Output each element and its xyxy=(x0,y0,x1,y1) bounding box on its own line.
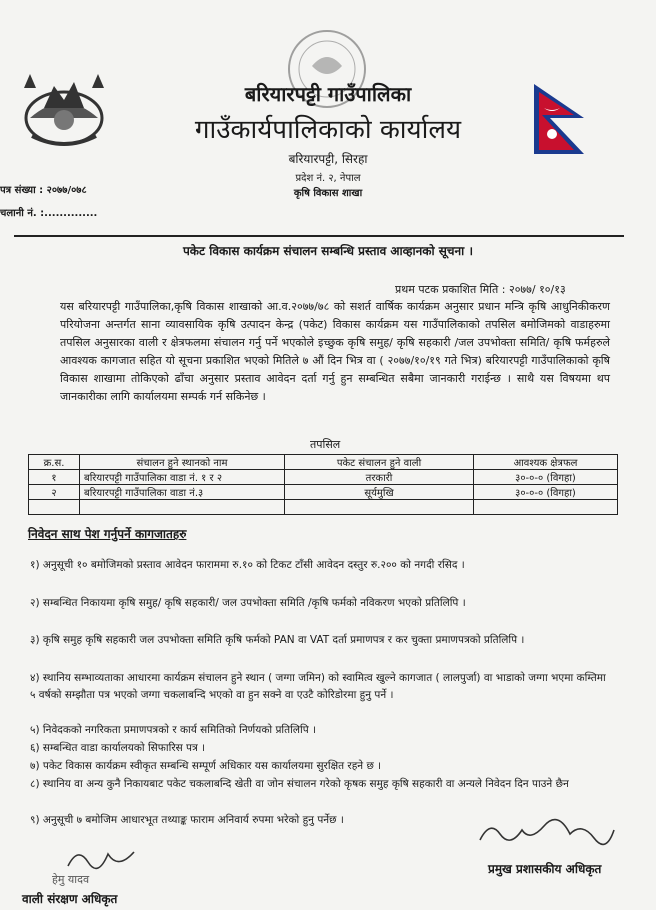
signatory-role-left: वाली संरक्षण अधिकृत xyxy=(22,892,118,906)
table-cell xyxy=(285,500,474,515)
published-date: प्रथम पटक प्रकाशित मिति : २०७७/ १०/१३ xyxy=(395,283,566,296)
table-cell: तरकारी xyxy=(285,470,474,485)
notice-title: पकेट विकास कार्यक्रम संचालन सम्बन्धि प्रस्ताव आव्हानको सूचना । xyxy=(182,244,474,258)
signatory-name-left: हेमु यादव xyxy=(52,873,90,886)
list-item: ६) सम्बन्धित वाडा कार्यालयको सिफारिस पत्र । xyxy=(30,742,206,754)
table-row xyxy=(29,470,618,485)
table-header: पकेट संचालन हुने वाली xyxy=(285,455,474,470)
tapsil-title: तपसिल xyxy=(310,438,341,451)
table-cell xyxy=(80,500,285,515)
letter-number: पत्र संख्या : २०७७/०७८ xyxy=(0,185,87,196)
table-header: क्र.स. xyxy=(29,455,80,470)
list-item: १) अनुसूची १० बमोजिमको प्रस्ताव आवेदन फाराममा रु.१० को टिकट टाँसी आवेदन दस्तुर रु.२०० को नगदी रसिद । xyxy=(30,559,465,571)
list-item: ९) अनुसूची ७ बमोजिम आधारभूत तथ्याङ्क फाराम अनिवार्य रुपमा भरेको हुनु पर्नेछ । xyxy=(30,814,344,826)
list-item: ४) स्थानिय सम्भाव्यताका आधारमा कार्यक्रम संचालन हुने स्थान ( जग्गा जमिन) को स्वामित्व खुल्ने कागजात ( लालपुर्जा) वा भाडाको जग्गा भएमा कम्तिमा ५ वर्षको सम्झौता पत्र भएको जग्गा चकलाबन्दि भएको वा हुन सक्ने वा एउटै कोरिडोरमा हुनु पर्ने । xyxy=(30,672,606,701)
table-cell xyxy=(29,500,80,515)
municipality-name: बरियारपट्टी गाउँपालिका xyxy=(244,82,412,106)
table-cell: ३०-०-० (विगहा) xyxy=(474,485,618,500)
table-header: संचालन हुने स्थानको नाम xyxy=(80,455,285,470)
section-name: कृषि विकास शाखा xyxy=(293,188,363,199)
address-line-2: प्रदेश नं. २, नेपाल xyxy=(295,173,361,184)
table-cell: २ xyxy=(29,485,80,500)
table-header-row xyxy=(29,455,618,470)
table-header: आवश्यक क्षेत्रफल xyxy=(474,455,618,470)
dispatch-number: चलानी नं. :.............. xyxy=(0,208,98,219)
address-line-1: बरियारपट्टी, सिरहा xyxy=(288,152,368,166)
table-cell: बरियारपट्टी गाउँपालिका वाडा नं. १ र २ xyxy=(80,470,285,485)
table-row xyxy=(29,500,618,515)
office-name: गाउँकार्यपालिकाको कार्यालय xyxy=(194,115,462,145)
notice-body: यस बरियारपट्टी गाउँपालिका,कृषि विकास शाखाको आ.व.२०७७/७८ को सशर्त वार्षिक कार्यक्रम अनुसार प्रधान मन्त्रि कृषि आधुनिकीकरण परियोजना अन्तर्गत साना व्यावसायिक कृषि उत्पादन केन्द्र (पकेट) विकास कार्यक्रम यस गाउँपालिकाको तपसिल बमोजिमको वाडाहरुमा तपसिल अनुसारका वाली र क्षेत्रफलमा संचालन गर्नु पर्ने भएकोले इच्छुक कृषि समुह/ कृषि सहकारी /जल उपभोक्ता समिति/ कृषि फर्महरुले आवश्यक कागजात सहित यो सूचना प्रकाशित भएको मितिले ७ औं दिन भित्र वा ( २०७७/१०/१९ गते भित्र) बरियारपट्टी गाउँपालिकाको कृषि विकास शाखामा तोकिएको ढाँचा अनुसार प्रस्ताव आवेदन दर्ता गर्नु हुन सम्बन्धित सबैमा जानकारी गराईन्छ । साथै यस विषयमा थप जानकारीका लागि कार्यालयमा सम्पर्क गर्न सकिनेछ । xyxy=(60,300,610,403)
list-item: २) सम्बन्धित निकायमा कृषि समुह/ कृषि सहकारी/ जल उपभोक्ता समिति /कृषि फर्मको नविकरण भएको प्रतिलिपि । xyxy=(30,597,466,609)
table-cell: सूर्यमुखि xyxy=(285,485,474,500)
signatory-role-right: प्रमुख प्रशासकीय अधिकृत xyxy=(488,862,602,876)
list-item: ७) पकेट विकास कार्यक्रम स्वीकृत सम्बन्धि सम्पूर्ण अधिकार यस कार्यालयमा सुरक्षित रहने छ । xyxy=(30,760,382,772)
list-item: ८) स्थानिय वा अन्य कुनै निकायबाट पकेट चकलाबन्दि खेती वा जोन संचालन गरेको कृषक समुह कृषि सहकारी वा अन्यले निवेदन दिन पाउने छैन xyxy=(30,778,569,790)
table-cell: बरियारपट्टी गाउँपालिका वाडा नं.३ xyxy=(80,485,285,500)
header-divider xyxy=(14,235,624,237)
list-item: ५) निवेदकको नगरिकता प्रमाणपत्रको र कार्य समितिको निर्णयको प्रतिलिपि । xyxy=(30,724,316,736)
list-item: ३) कृषि समुह कृषि सहकारी जल उपभोक्ता समिति कृषि फर्मको PAN वा VAT दर्ता प्रमाणपत्र र कर चुक्ता प्रमाणपत्रको प्रतिलिपि । xyxy=(30,634,525,646)
table-cell: ३०-०-० (विगहा) xyxy=(474,470,618,485)
tapsil-table xyxy=(28,454,618,515)
table-cell: १ xyxy=(29,470,80,485)
signature-right-icon xyxy=(470,812,620,852)
table-cell xyxy=(474,500,618,515)
documents-title: निवेदन साथ पेश गर्नुपर्ने कागजातहरु xyxy=(28,527,187,541)
table-row xyxy=(29,485,618,500)
